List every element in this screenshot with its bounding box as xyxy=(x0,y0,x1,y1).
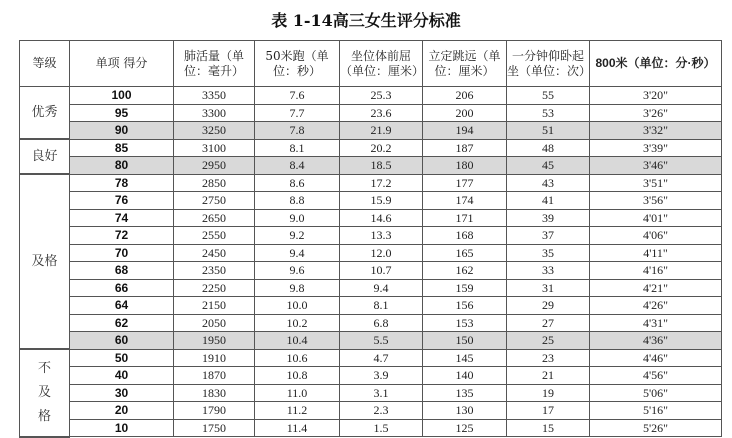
sit-ups-cell: 41 xyxy=(507,192,590,210)
header-sit-and-reach: 坐位体前屈（单位：厘米） xyxy=(340,41,423,87)
run-800m-cell: 3'56" xyxy=(590,192,722,210)
vital-capacity-cell: 2550 xyxy=(174,227,255,245)
vital-capacity-cell: 2950 xyxy=(174,157,255,175)
vital-capacity-cell: 2050 xyxy=(174,314,255,332)
standing-jump-cell: 187 xyxy=(423,139,507,157)
standing-jump-cell: 180 xyxy=(423,157,507,175)
sit-ups-cell: 25 xyxy=(507,332,590,350)
vital-capacity-cell: 2150 xyxy=(174,297,255,315)
run-50m-cell: 10.6 xyxy=(255,349,340,367)
standing-jump-cell: 171 xyxy=(423,209,507,227)
score-cell: 90 xyxy=(70,122,174,140)
standing-jump-cell: 125 xyxy=(423,419,507,437)
sit-ups-cell: 17 xyxy=(507,402,590,420)
standing-jump-cell: 156 xyxy=(423,297,507,315)
run-50m-cell: 9.6 xyxy=(255,262,340,280)
table-row xyxy=(20,209,722,227)
table-row xyxy=(20,367,722,385)
sit-ups-cell: 15 xyxy=(507,419,590,437)
run-50m-cell: 9.0 xyxy=(255,209,340,227)
standing-jump-cell: 150 xyxy=(423,332,507,350)
standing-jump-cell: 206 xyxy=(423,87,507,105)
run-50m-cell: 7.7 xyxy=(255,104,340,122)
sit-and-reach-cell: 1.5 xyxy=(340,419,423,437)
run-50m-cell: 10.0 xyxy=(255,297,340,315)
sit-and-reach-cell: 6.8 xyxy=(340,314,423,332)
header-score: 单项 得分 xyxy=(70,41,174,87)
run-50m-cell: 8.8 xyxy=(255,192,340,210)
table-row xyxy=(20,174,722,192)
sit-and-reach-cell: 23.6 xyxy=(340,104,423,122)
header-800m-run: 800米（单位：分·秒） xyxy=(590,41,722,87)
run-50m-cell: 9.4 xyxy=(255,244,340,262)
sit-ups-cell: 55 xyxy=(507,87,590,105)
score-cell: 60 xyxy=(70,332,174,350)
run-50m-cell: 10.8 xyxy=(255,367,340,385)
standing-jump-cell: 130 xyxy=(423,402,507,420)
vital-capacity-cell: 1870 xyxy=(174,367,255,385)
vital-capacity-cell: 2450 xyxy=(174,244,255,262)
score-cell: 72 xyxy=(70,227,174,245)
standing-jump-cell: 145 xyxy=(423,349,507,367)
run-800m-cell: 4'31" xyxy=(590,314,722,332)
run-800m-cell: 4'36" xyxy=(590,332,722,350)
vital-capacity-cell: 2750 xyxy=(174,192,255,210)
header-50m-run: 50米跑（单位：秒） xyxy=(255,41,340,87)
score-cell: 68 xyxy=(70,262,174,280)
score-cell: 80 xyxy=(70,157,174,175)
header-standing-jump: 立定跳远（单位：厘米） xyxy=(423,41,507,87)
score-cell: 50 xyxy=(70,349,174,367)
standing-jump-cell: 159 xyxy=(423,279,507,297)
run-800m-cell: 4'16" xyxy=(590,262,722,280)
sit-ups-cell: 51 xyxy=(507,122,590,140)
table-row xyxy=(20,192,722,210)
run-800m-cell: 3'32" xyxy=(590,122,722,140)
sit-and-reach-cell: 17.2 xyxy=(340,174,423,192)
score-cell: 10 xyxy=(70,419,174,437)
vital-capacity-cell: 3350 xyxy=(174,87,255,105)
sit-and-reach-cell: 3.9 xyxy=(340,367,423,385)
standing-jump-cell: 194 xyxy=(423,122,507,140)
sit-and-reach-cell: 21.9 xyxy=(340,122,423,140)
standing-jump-cell: 162 xyxy=(423,262,507,280)
table-row xyxy=(20,332,722,350)
table-row xyxy=(20,227,722,245)
table-row xyxy=(20,314,722,332)
sit-and-reach-cell: 10.7 xyxy=(340,262,423,280)
header-row xyxy=(20,41,722,87)
vital-capacity-cell: 3300 xyxy=(174,104,255,122)
run-800m-cell: 4'11" xyxy=(590,244,722,262)
table-row xyxy=(20,262,722,280)
sit-ups-cell: 48 xyxy=(507,139,590,157)
table-row xyxy=(20,87,722,105)
table-row xyxy=(20,139,722,157)
score-cell: 95 xyxy=(70,104,174,122)
sit-ups-cell: 45 xyxy=(507,157,590,175)
standing-jump-cell: 177 xyxy=(423,174,507,192)
header-grade: 等级 xyxy=(20,41,70,87)
run-800m-cell: 4'46" xyxy=(590,349,722,367)
header-vital-capacity: 肺活量（单位：毫升） xyxy=(174,41,255,87)
sit-and-reach-cell: 5.5 xyxy=(340,332,423,350)
sit-and-reach-cell: 12.0 xyxy=(340,244,423,262)
run-50m-cell: 8.4 xyxy=(255,157,340,175)
table-row xyxy=(20,104,722,122)
run-800m-cell: 4'21" xyxy=(590,279,722,297)
sit-and-reach-cell: 15.9 xyxy=(340,192,423,210)
table-row xyxy=(20,349,722,367)
table-row xyxy=(20,297,722,315)
run-50m-cell: 11.4 xyxy=(255,419,340,437)
sit-ups-cell: 39 xyxy=(507,209,590,227)
grade-cell: 不及格 xyxy=(20,349,70,437)
vital-capacity-cell: 2850 xyxy=(174,174,255,192)
sit-and-reach-cell: 25.3 xyxy=(340,87,423,105)
sit-ups-cell: 43 xyxy=(507,174,590,192)
sit-ups-cell: 35 xyxy=(507,244,590,262)
score-cell: 30 xyxy=(70,384,174,402)
vital-capacity-cell: 2350 xyxy=(174,262,255,280)
run-50m-cell: 7.6 xyxy=(255,87,340,105)
run-800m-cell: 3'39" xyxy=(590,139,722,157)
score-cell: 74 xyxy=(70,209,174,227)
sit-ups-cell: 33 xyxy=(507,262,590,280)
run-50m-cell: 10.2 xyxy=(255,314,340,332)
run-800m-cell: 4'56" xyxy=(590,367,722,385)
score-cell: 100 xyxy=(70,87,174,105)
table-row xyxy=(20,279,722,297)
grade-cell: 良好 xyxy=(20,139,70,174)
run-50m-cell: 11.0 xyxy=(255,384,340,402)
grade-cell: 优秀 xyxy=(20,87,70,140)
run-50m-cell: 8.1 xyxy=(255,139,340,157)
vital-capacity-cell: 1750 xyxy=(174,419,255,437)
vital-capacity-cell: 3100 xyxy=(174,139,255,157)
score-cell: 62 xyxy=(70,314,174,332)
sit-ups-cell: 53 xyxy=(507,104,590,122)
sit-and-reach-cell: 14.6 xyxy=(340,209,423,227)
run-50m-cell: 9.8 xyxy=(255,279,340,297)
run-800m-cell: 4'26" xyxy=(590,297,722,315)
table-row xyxy=(20,402,722,420)
sit-and-reach-cell: 13.3 xyxy=(340,227,423,245)
score-cell: 40 xyxy=(70,367,174,385)
sit-and-reach-cell: 18.5 xyxy=(340,157,423,175)
sit-ups-cell: 21 xyxy=(507,367,590,385)
table-row xyxy=(20,122,722,140)
score-cell: 85 xyxy=(70,139,174,157)
sit-and-reach-cell: 8.1 xyxy=(340,297,423,315)
vital-capacity-cell: 3250 xyxy=(174,122,255,140)
table-row xyxy=(20,157,722,175)
run-50m-cell: 10.4 xyxy=(255,332,340,350)
sit-ups-cell: 29 xyxy=(507,297,590,315)
table-row xyxy=(20,244,722,262)
sit-ups-cell: 23 xyxy=(507,349,590,367)
run-50m-cell: 11.2 xyxy=(255,402,340,420)
standing-jump-cell: 140 xyxy=(423,367,507,385)
run-50m-cell: 8.6 xyxy=(255,174,340,192)
standing-jump-cell: 168 xyxy=(423,227,507,245)
header-sit-ups: 一分钟仰卧起坐（单位：次） xyxy=(507,41,590,87)
run-50m-cell: 7.8 xyxy=(255,122,340,140)
standing-jump-cell: 153 xyxy=(423,314,507,332)
score-cell: 64 xyxy=(70,297,174,315)
run-800m-cell: 3'51" xyxy=(590,174,722,192)
score-cell: 76 xyxy=(70,192,174,210)
run-800m-cell: 5'06" xyxy=(590,384,722,402)
sit-ups-cell: 31 xyxy=(507,279,590,297)
standing-jump-cell: 200 xyxy=(423,104,507,122)
vital-capacity-cell: 1910 xyxy=(174,349,255,367)
score-cell: 66 xyxy=(70,279,174,297)
sit-ups-cell: 27 xyxy=(507,314,590,332)
sit-ups-cell: 19 xyxy=(507,384,590,402)
sit-and-reach-cell: 20.2 xyxy=(340,139,423,157)
sit-and-reach-cell: 4.7 xyxy=(340,349,423,367)
table-row xyxy=(20,384,722,402)
run-800m-cell: 3'20" xyxy=(590,87,722,105)
vital-capacity-cell: 1790 xyxy=(174,402,255,420)
vital-capacity-cell: 1950 xyxy=(174,332,255,350)
run-800m-cell: 3'26" xyxy=(590,104,722,122)
run-800m-cell: 4'06" xyxy=(590,227,722,245)
standing-jump-cell: 165 xyxy=(423,244,507,262)
standing-jump-cell: 174 xyxy=(423,192,507,210)
vital-capacity-cell: 1830 xyxy=(174,384,255,402)
run-50m-cell: 9.2 xyxy=(255,227,340,245)
run-800m-cell: 5'16" xyxy=(590,402,722,420)
score-cell: 78 xyxy=(70,174,174,192)
score-cell: 70 xyxy=(70,244,174,262)
table-title: 表 1-14高三女生评分标准 xyxy=(271,11,461,30)
score-cell: 20 xyxy=(70,402,174,420)
scoring-table xyxy=(19,40,722,438)
sit-and-reach-cell: 2.3 xyxy=(340,402,423,420)
sit-ups-cell: 37 xyxy=(507,227,590,245)
vital-capacity-cell: 2250 xyxy=(174,279,255,297)
vital-capacity-cell: 2650 xyxy=(174,209,255,227)
run-800m-cell: 4'01" xyxy=(590,209,722,227)
sit-and-reach-cell: 3.1 xyxy=(340,384,423,402)
sit-and-reach-cell: 9.4 xyxy=(340,279,423,297)
run-800m-cell: 5'26" xyxy=(590,419,722,437)
grade-cell: 及格 xyxy=(20,174,70,349)
run-800m-cell: 3'46" xyxy=(590,157,722,175)
standing-jump-cell: 135 xyxy=(423,384,507,402)
